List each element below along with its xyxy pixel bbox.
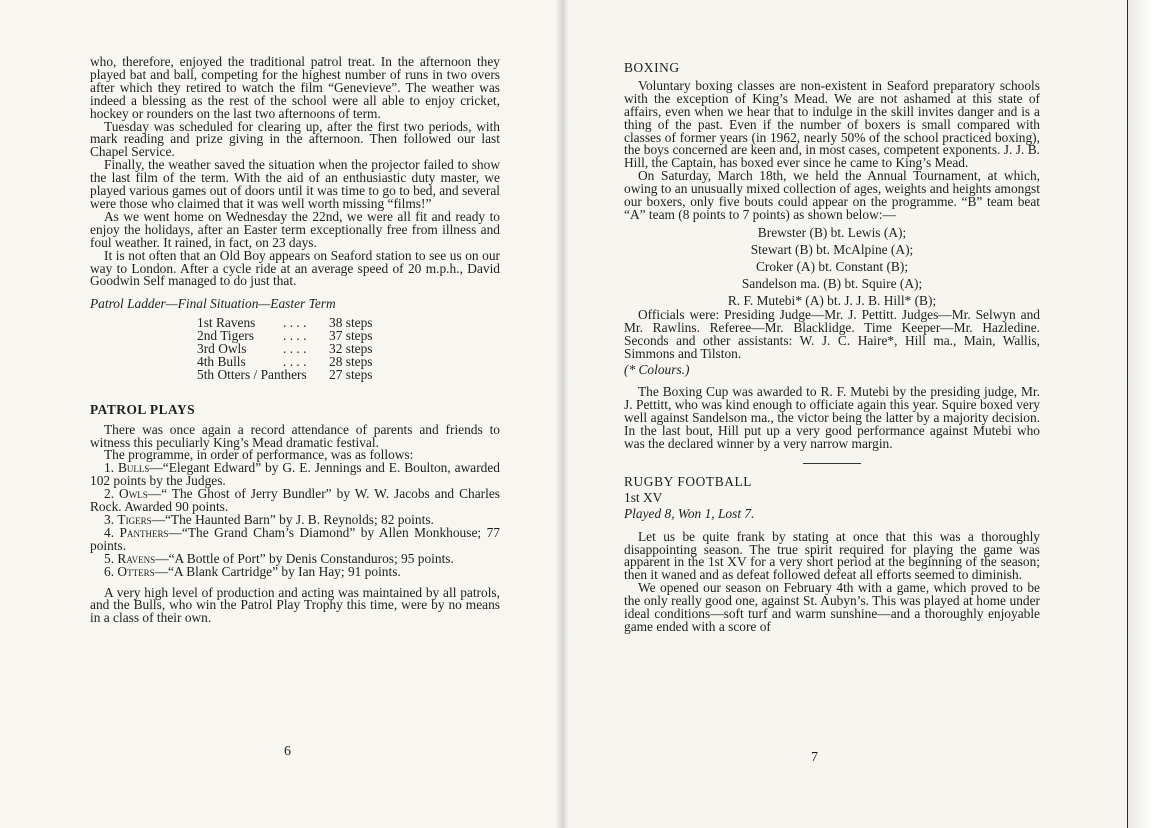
play-number: 6. bbox=[104, 563, 115, 579]
play-patrol: Otters bbox=[117, 563, 155, 579]
colours-note: (* Colours.) bbox=[624, 361, 690, 377]
page-edge-margin bbox=[1128, 0, 1169, 828]
intro-paragraph-3: Finally, the weather saved the situation when the projector failed to show the last film of the term. With the aid of an enthusiastic duty master, we played various games out of doors until it was time to go to bed, and several were those who claimed that it was well worth missing “films!” bbox=[90, 157, 500, 211]
play-number: 1. bbox=[104, 460, 115, 476]
play-patrol: Tigers bbox=[117, 512, 152, 527]
boxing-paragraph-2: On Saturday, March 18th, we held the Annual Tournament, at which, owing to an unusually mixed collection of ages, weights and heights amongst our boxers, only five bouts could appear on the programme. “B” team beat “A” team (8 points to 7 points) as shown below:— bbox=[624, 168, 1040, 222]
play-entry bbox=[90, 462, 500, 488]
page-number-left: 6 bbox=[284, 744, 291, 759]
bout-result: Stewart (B) bt. McAlpine (A); bbox=[750, 241, 914, 257]
right-column bbox=[624, 62, 1040, 634]
play-number: 5. bbox=[104, 550, 115, 566]
rugby-paragraph-2: We opened our season on February 4th with a game, which proved to be the only really good one, against St. Aubyn’s. This was played at home under ideal conditions—soft turf and warm sunshine—and a thoroughly enjoyable game ended with a score of bbox=[624, 580, 1040, 634]
rugby-heading: RUGBY FOOTBALL bbox=[624, 473, 753, 489]
officials-paragraph: Officials were: Presiding Judge—Mr. J. Pettitt. Judges—Mr. Selwyn and Mr. Rawlins. Referee—Mr. Blacklidge. Time Keeper—Mr. Hazledine. Seconds and other assistants: W. J. C. Haire*, Hill ma., Main, Wallis, Simmons and Tilston. bbox=[624, 306, 1040, 361]
ladder-patrol: 2nd Tigers bbox=[197, 328, 254, 344]
play-text: —“ The Ghost of Jerry Bundler” by W. W. Jacobs and Charles Rock. Awarded 90 points. bbox=[90, 486, 500, 515]
left-column bbox=[90, 56, 500, 625]
play-patrol: Bulls bbox=[117, 460, 150, 476]
bout-result: R. F. Mutebi* (A) bt. J. J. B. Hill* (B); bbox=[727, 292, 937, 308]
play-entry bbox=[90, 488, 500, 514]
bouts-list bbox=[624, 224, 1040, 309]
rugby-record: Played 8, Won 1, Lost 7. bbox=[624, 505, 755, 521]
ladder-patrol: 5th Otters / Panthers bbox=[197, 366, 307, 382]
play-text: —“A Blank Cartridge” by Ian Hay; 91 points. bbox=[154, 563, 401, 579]
play-text: —“A Bottle of Port” by Denis Constanduros; 95 points. bbox=[155, 550, 454, 566]
play-text: —“Elegant Edward” by G. E. Jennings and E. Boulton, awarded 102 points by the Judges. bbox=[90, 460, 500, 489]
plays-programme: The programme, in order of performance, was as follows: bbox=[104, 447, 414, 463]
boxing-paragraph-1: Voluntary boxing classes are non-existent in Seaford preparatory schools with the exception of King’s Mead. We are not ashamed at this state of affairs, even when we hear that to indulge in the skill invites danger and is a thing of the past. Even if the number of boxers is small compared with classes of former years (in 1962, nearly 50% of the school practiced boxing), the boys concerned are keen and, in most cases, competent exponents. J. J. B. Hill, the Captain, has boxed ever since he came to King’s Mead. bbox=[624, 77, 1040, 171]
intro-paragraph-5: It is not often that an Old Boy appears on Seaford station to see us on our way to London. After a cycle ride at an average speed of 20 m.p.h., David Goodwin Self managed to do just that. bbox=[90, 247, 500, 289]
book-spine-shadow bbox=[555, 0, 569, 828]
ladder-title: Patrol Ladder—Final Situation—Easter Term bbox=[90, 296, 336, 312]
ladder-dots: . . . . bbox=[283, 341, 307, 357]
rugby-paragraph-1: Let us be quite frank by stating at once that this was a thoroughly disappointing season. The true spirit required for playing the game was apparent in the 1st XV for a very short period at the beginning of the season; then it waned and as defeat followed defeat all efforts seemed to diminish. bbox=[624, 528, 1040, 583]
plays-intro: There was once again a record attendance of parents and friends to witness this peculiarly King’s Mead dramatic festival. bbox=[90, 421, 500, 450]
play-text: —“The Grand Cham’s Diamond” by Allen Monkhouse; 77 points. bbox=[90, 524, 500, 553]
page-number-right: 7 bbox=[811, 750, 818, 765]
rugby-subheading: 1st XV bbox=[624, 489, 663, 505]
ladder-dots: . . . . bbox=[283, 328, 307, 344]
play-number: 3. bbox=[104, 512, 115, 527]
ladder-steps: 32 steps bbox=[329, 341, 373, 357]
ladder-patrol: 3rd Owls bbox=[197, 341, 247, 357]
play-number: 4. bbox=[104, 524, 115, 540]
right-page bbox=[562, 0, 1128, 828]
play-patrol: Panthers bbox=[119, 524, 169, 540]
ladder-patrol: 1st Ravens bbox=[197, 315, 256, 331]
patrol-plays-heading: PATROL PLAYS bbox=[90, 401, 196, 417]
ladder-steps: 38 steps bbox=[329, 315, 373, 331]
play-entry bbox=[90, 563, 500, 579]
section-divider bbox=[803, 463, 861, 464]
ladder-steps: 28 steps bbox=[329, 353, 373, 369]
left-page bbox=[0, 0, 562, 828]
intro-paragraph-2: Tuesday was scheduled for clearing up, after the first two periods, with mark reading and prize giving in the afternoon. Then followed our last Chapel Service. bbox=[90, 118, 500, 160]
plays-closing: A very high level of production and acting was maintained by all patrols, and the Bulls, who win the Patrol Play Trophy this time, were by no means in a class of their own. bbox=[90, 584, 500, 626]
intro-paragraph-4: As we went home on Wednesday the 22nd, we were all fit and ready to enjoy the holidays, after an Easter term exceptionally free from illness and foul weather. It rained, in fact, on 23 days. bbox=[90, 208, 500, 250]
ladder-dots: . . . . bbox=[283, 353, 307, 369]
patrol-ladder-table bbox=[197, 317, 373, 382]
ladder-steps: 27 steps bbox=[329, 366, 373, 382]
ladder-dots: . . . . bbox=[283, 315, 307, 331]
bout-result: Sandelson ma. (B) bt. Squire (A); bbox=[741, 275, 923, 291]
boxing-heading: BOXING bbox=[624, 60, 680, 75]
table-row bbox=[197, 369, 373, 382]
ladder-steps: 37 steps bbox=[329, 328, 373, 344]
bout-result: Croker (A) bt. Constant (B); bbox=[755, 258, 909, 274]
play-patrol: Owls bbox=[119, 486, 148, 502]
ladder-patrol: 4th Bulls bbox=[197, 353, 246, 369]
play-patrol: Ravens bbox=[117, 550, 156, 566]
boxing-cup-paragraph: The Boxing Cup was awarded to R. F. Mutebi by the presiding judge, Mr. J. Pettitt, who was kind enough to officiate again this year. Squire boxed very well against Sandelson ma., the victor being the latter by a majority decision. In the last bout, Hill put up a very good performance against Mutebi who was the declared winner by a very narrow margin. bbox=[624, 384, 1040, 452]
bout-result: Brewster (B) bt. Lewis (A); bbox=[757, 224, 907, 240]
play-number: 2. bbox=[104, 486, 115, 502]
play-text: —“The Haunted Barn” by J. B. Reynolds; 82 points. bbox=[151, 512, 434, 527]
play-entry bbox=[90, 524, 500, 553]
intro-paragraph-1: who, therefore, enjoyed the traditional patrol treat. In the afternoon they played bat and ball, competing for the highest number of runs in two overs after which they retired to watch the film “Genevieve”. The weather was indeed a blessing as the rest of the school were all able to enjoy cricket, hockey or rounders on the last two afternoons of term. bbox=[90, 54, 500, 121]
